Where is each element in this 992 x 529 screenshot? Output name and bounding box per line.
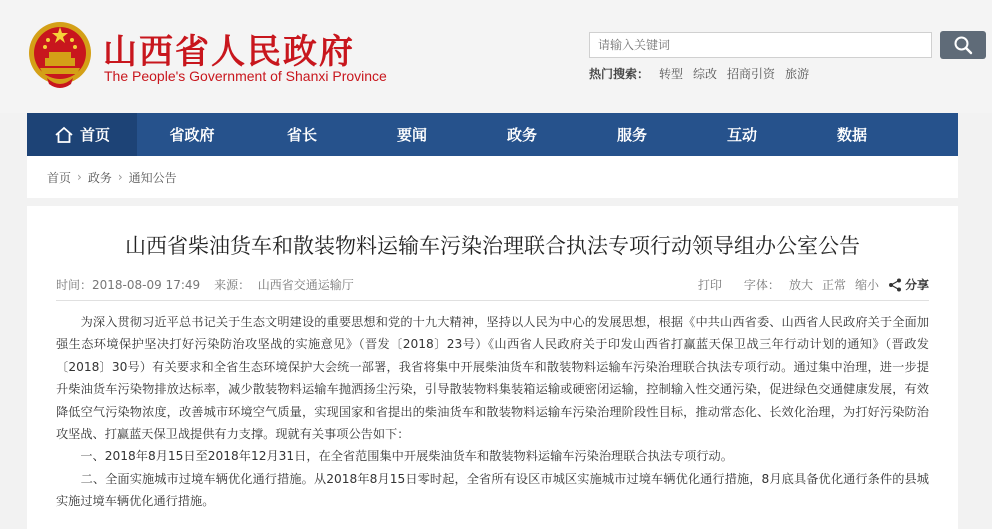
hot-search-label: 热门搜索：: [589, 67, 650, 81]
article-paragraph: 为深入贯彻习近平总书记关于生态文明建设的重要思想和党的十九大精神，坚持以人民为中心的发展思想，根据《中共山西省委、山西省人民政府关于全面加强生态环境保护坚决打好污染防治攻坚战的实施意见》（晋发〔2018〕23号）《山西省人民政府关于印发山西省打赢蓝天保卫战三年行动计划的通知》（晋政发〔2018〕30号）有关要求和全省生态环境保护大会统一部署，我省将集中开展柴油货车和散装物料运输车污染治理联合执法专项行动。通过集中治理，进一步提升柴油货车污染物排放达标率，减少散装物料运输车抛洒扬尘污染，引导散装物料集装箱运输或硬密闭运输，控制输入性交通污染，促进绿色交通健康发展，有效降低空气污染物浓度，改善城市环境空气质量，实现国家和省提出的柴油货车和散装物料运输车污染治理阶段性目标，推动常态化、长效化治理，为打好污染防治攻坚战、打赢蓝天保卫战提供有力支撑。现就有关事项公告如下：: [56, 315, 929, 442]
breadcrumb-separator: ›: [117, 170, 123, 184]
article-body: [56, 311, 929, 513]
breadcrumb: [27, 156, 958, 198]
share-label: 分享: [904, 278, 929, 292]
breadcrumb-item-home[interactable]: 首页: [47, 170, 72, 185]
breadcrumb-item-affairs[interactable]: 政务: [87, 170, 112, 185]
nav-item-services[interactable]: 服务: [616, 126, 647, 144]
search-input[interactable]: [589, 32, 932, 58]
national-emblem-icon: [27, 18, 93, 92]
article-title: 山西省柴油货车和散装物料运输车污染治理联合执法专项行动领导组办公室公告: [125, 234, 860, 258]
hot-search-item[interactable]: 转型: [659, 67, 684, 81]
search-button[interactable]: [940, 31, 986, 59]
source-value: 山西省交通运输厅: [257, 278, 354, 292]
article-meta: [56, 276, 929, 294]
site-subtitle: The People's Government of Shanxi Province: [104, 68, 387, 84]
main-nav: [27, 113, 958, 156]
nav-item-government-affairs[interactable]: 政务: [506, 126, 537, 144]
print-button[interactable]: 打印: [697, 278, 722, 292]
breadcrumb-separator: ›: [77, 170, 82, 184]
share-icon: [888, 278, 902, 292]
article: [27, 206, 958, 529]
hot-search-item[interactable]: 招商引资: [727, 67, 776, 81]
breadcrumb-item-notices[interactable]: 通知公告: [128, 170, 177, 185]
article-paragraph: 二、全面实施城市过境车辆优化通行措施。从2018年8月15日零时起，全省所有设区市城区实施城市过境车辆优化通行措施，8月底具备优化通行条件的县城实施过境车辆优化通行措施。: [56, 471, 929, 509]
article-paragraph: 一、2018年8月15日至2018年12月31日，在全省范围集中开展柴油货车和散装物料运输车污染治理联合执法专项行动。: [56, 449, 733, 464]
nav-item-data[interactable]: 数据: [836, 126, 867, 144]
font-small-button[interactable]: 缩小: [854, 278, 879, 292]
home-icon: [54, 126, 74, 144]
hot-search-item[interactable]: 旅游: [785, 67, 810, 81]
publish-time: 时间：2018-08-09 17:49: [56, 278, 201, 292]
hot-search: [589, 65, 809, 82]
font-large-button[interactable]: 放大: [788, 278, 813, 292]
hot-search-item[interactable]: 综改: [693, 67, 718, 81]
search-icon: [953, 35, 973, 55]
source-label: 来源：: [214, 278, 251, 292]
site-title[interactable]: 山西省人民政府: [103, 32, 355, 72]
site-header: [0, 0, 992, 113]
meta-divider: [56, 300, 929, 301]
font-size-label: 字体：: [743, 278, 780, 292]
nav-item-interaction[interactable]: 互动: [726, 126, 757, 144]
nav-item-governor[interactable]: 省长: [286, 126, 317, 144]
nav-item-provincial-government[interactable]: 省政府: [169, 126, 215, 144]
share-button[interactable]: [888, 276, 929, 293]
font-normal-button[interactable]: 正常: [821, 278, 846, 292]
nav-item-news[interactable]: 要闻: [396, 126, 427, 144]
source: [214, 276, 354, 293]
nav-item-label: 首页: [79, 126, 110, 144]
nav-item-home[interactable]: [27, 113, 137, 156]
